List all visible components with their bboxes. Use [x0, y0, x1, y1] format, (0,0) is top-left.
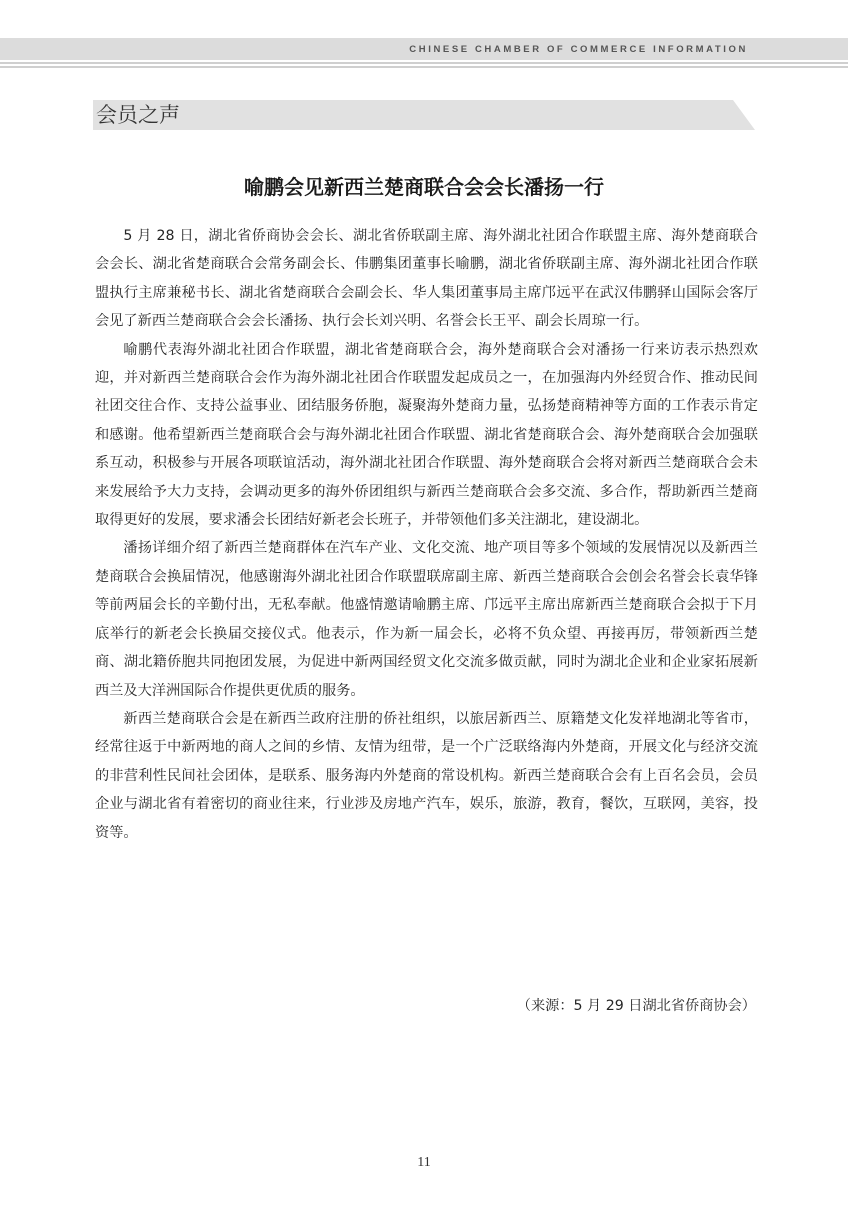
article-body — [95, 222, 758, 847]
article-paragraph: 新西兰楚商联合会是在新西兰政府注册的侨社组织，以旅居新西兰、原籍楚文化发祥地湖北等省市，经常往返于中新两地的商人之间的乡情、友情为纽带，是一个广泛联络海内外楚商，开展文化与经济交流的非营利性民间社会团体，是联系、服务海内外楚商的常设机构。新西兰楚商联合会有上百名会员，会员企业与湖北省有着密切的商业往来，行业涉及房地产汽车，娱乐，旅游，教育，餐饮，互联网，美容，投资等。 — [95, 710, 758, 841]
header-divider-top — [0, 62, 848, 64]
section-title: 会员之声 — [96, 103, 180, 127]
article-paragraph: 5 月 28 日，湖北省侨商协会会长、湖北省侨联副主席、海外湖北社团合作联盟主席、海外楚商联合会会长、湖北省楚商联合会常务副会长、伟鹏集团董事长喻鹏，湖北省侨联副主席、海外湖北社团合作联盟执行主席兼秘书长、湖北省楚商联合会副会长、华人集团董事局主席邝远平在武汉伟鹏驿山国际会客厅会见了新西兰楚商联合会会长潘扬、执行会长刘兴明、名誉会长王平、副会长周琼一行。 — [95, 228, 758, 330]
article-source: （来源：5 月 29 日湖北省侨商协会） — [516, 998, 756, 1014]
article-paragraph: 喻鹏代表海外湖北社团合作联盟，湖北省楚商联合会，海外楚商联合会对潘扬一行来访表示热烈欢迎，并对新西兰楚商联合会作为海外湖北社团合作联盟发起成员之一，在加强海内外经贸合作、推动民间社团交往合作、支持公益事业、团结服务侨胞，凝聚海外楚商力量，弘扬楚商精神等方面的工作表示肯定和感谢。他希望新西兰楚商联合会与海外湖北社团合作联盟、湖北省楚商联合会、海外楚商联合会加强联系互动，积极参与开展各项联谊活动，海外湖北社团合作联盟、海外楚商联合会将对新西兰楚商联合会未来发展给予大力支持，会调动更多的海外侨团组织与新西兰楚商联合会多交流、多合作，帮助新西兰楚商取得更好的发展，要求潘会长团结好新老会长班子，并带领他们多关注湖北，建设湖北。 — [95, 341, 758, 529]
section-title-bar — [93, 100, 755, 130]
header-banner-text: CHINESE CHAMBER OF COMMERCE INFORMATION — [409, 44, 748, 55]
header-divider-bottom — [0, 66, 848, 68]
page-number: 11 — [417, 1155, 431, 1170]
article-paragraph: 潘扬详细介绍了新西兰楚商群体在汽车产业、文化交流、地产项目等多个领域的发展情况以及新西兰楚商联合会换届情况，他感谢海外湖北社团合作联盟联席副主席、新西兰楚商联合会创会名誉会长袁华锋等前两届会长的辛勤付出，无私奉献。他盛情邀请喻鹏主席、邝远平主席出席新西兰楚商联合会拟于下月底举行的新老会长换届交接仪式。他表示，作为新一届会长，必将不负众望、再接再厉，带领新西兰楚商、湖北籍侨胞共同抱团发展，为促进中新两国经贸文化交流多做贡献，同时为湖北企业和企业家拓展新西兰及大洋洲国际合作提供更优质的服务。 — [95, 540, 758, 699]
article-title: 喻鹏会见新西兰楚商联合会会长潘扬一行 — [244, 175, 604, 199]
